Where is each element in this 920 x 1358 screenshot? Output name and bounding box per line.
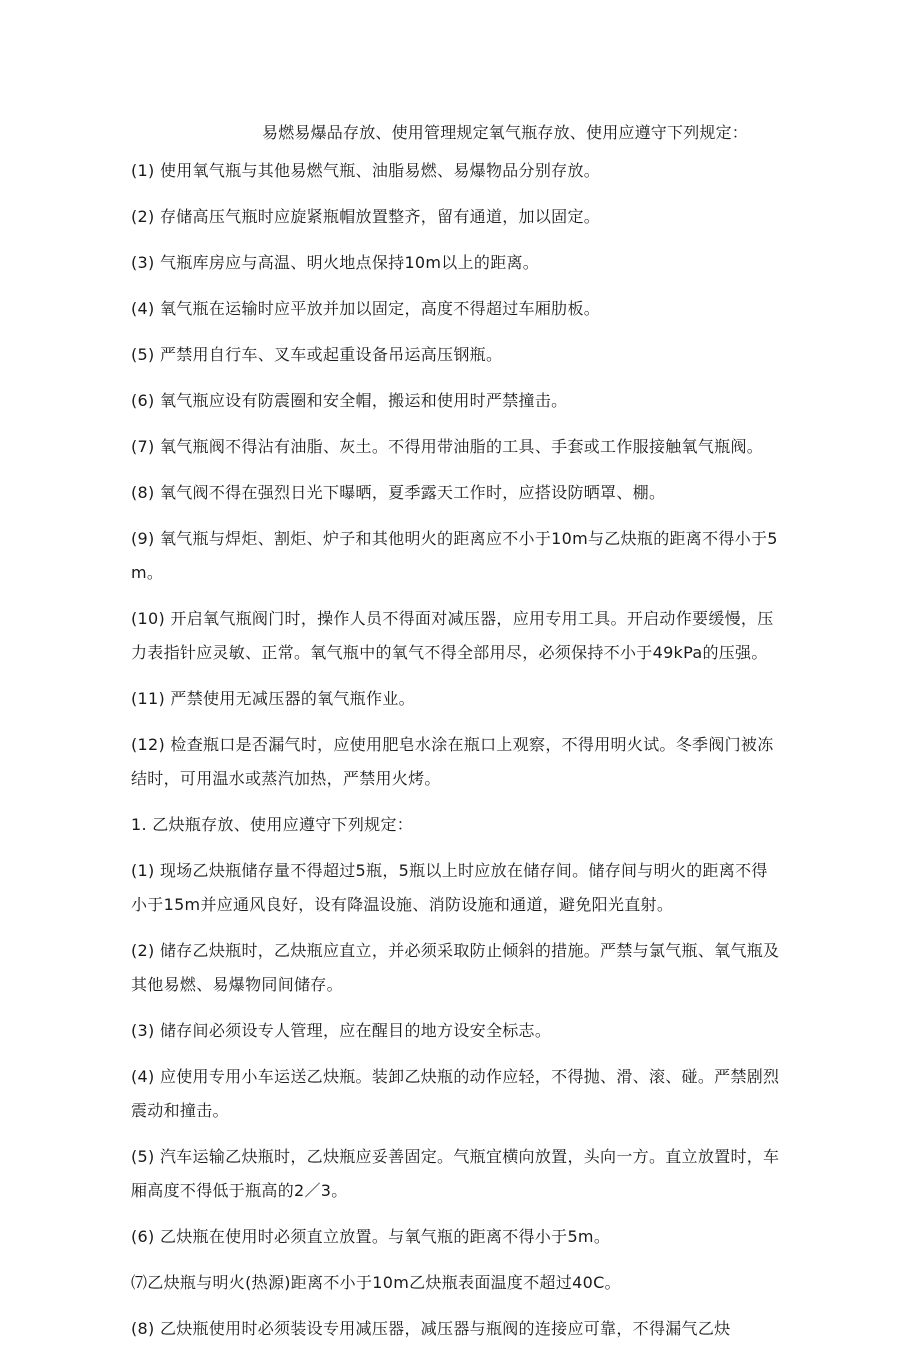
- paragraph-acetylene-1: (1) 现场乙炔瓶储存量不得超过5瓶，5瓶以上时应放在储存间。储存间与明火的距离不得小于15m并应通风良好，设有降温设施、消防设施和通道，避免阳光直射。: [131, 861, 768, 914]
- paragraph-oxygen-10: (10) 开启氧气瓶阀门时，操作人员不得面对减压器，应用专用工具。开启动作要缓慢，压力表指针应灵敏、正常。氧气瓶中的氧气不得全部用尽，必须保持不小于49kPa的压强。: [131, 609, 774, 662]
- paragraph-oxygen-9: (9) 氧气瓶与焊炬、割炬、炉子和其他明火的距离应不小于10m与乙炔瓶的距离不得小于5m。: [131, 529, 778, 582]
- paragraph-oxygen-8: (8) 氧气阀不得在强烈日光下曝晒，夏季露天工作时，应搭设防晒罩、棚。: [131, 483, 666, 502]
- paragraph-acetylene-8: (8) 乙炔瓶使用时必须装设专用减压器，减压器与瓶阀的连接应可靠，不得漏气乙炔: [131, 1319, 731, 1338]
- paragraph-oxygen-12: (12) 检查瓶口是否漏气时，应使用肥皂水涂在瓶口上观察，不得用明火试。冬季阀门被冻结时，可用温水或蒸汽加热，严禁用火烤。: [131, 735, 774, 788]
- paragraph-acetylene-6: (6) 乙炔瓶在使用时必须直立放置。与氧气瓶的距离不得小于5m。: [131, 1227, 611, 1246]
- paragraph-acetylene-7: ⑺乙炔瓶与明火(热源)距离不小于10m乙炔瓶表面温度不超过40C。: [131, 1273, 621, 1292]
- paragraph-acetylene-5: (5) 汽车运输乙炔瓶时，乙炔瓶应妥善固定。气瓶宜横向放置，头向一方。直立放置时，车厢高度不得低于瓶高的2／3。: [131, 1147, 780, 1200]
- paragraph-oxygen-6: (6) 氧气瓶应设有防震圈和安全帽，搬运和使用时严禁撞击。: [131, 391, 568, 410]
- paragraph-oxygen-3: (3) 气瓶库房应与高温、明火地点保持10m以上的距离。: [131, 253, 540, 272]
- section-heading-acetylene: 1. 乙炔瓶存放、使用应遵守下列规定：: [131, 815, 414, 834]
- document-body: [131, 154, 781, 1358]
- paragraph-oxygen-4: (4) 氧气瓶在运输时应平放并加以固定，高度不得超过车厢肋板。: [131, 299, 601, 318]
- paragraph-acetylene-3: (3) 储存间必须设专人管理，应在醒目的地方设安全标志。: [131, 1021, 552, 1040]
- paragraph-acetylene-2: (2) 储存乙炔瓶时，乙炔瓶应直立，并必须采取防止倾斜的措施。严禁与氯气瓶、氧气瓶及其他易燃、易爆物同间储存。: [131, 941, 780, 994]
- paragraph-oxygen-5: (5) 严禁用自行车、叉车或起重设备吊运高压钢瓶。: [131, 345, 503, 364]
- paragraph-oxygen-2: (2) 存储高压气瓶时应旋紧瓶帽放置整齐，留有通道，加以固定。: [131, 207, 601, 226]
- paragraph-oxygen-11: (11) 严禁使用无减压器的氧气瓶作业。: [131, 689, 415, 708]
- paragraph-oxygen-7: (7) 氧气瓶阀不得沾有油脂、灰土。不得用带油脂的工具、手套或工作服接触氧气瓶阀。: [131, 437, 764, 456]
- document-title: 易燃易爆品存放、使用管理规定氧气瓶存放、使用应遵守下列规定：: [262, 123, 749, 142]
- paragraph-acetylene-4: (4) 应使用专用小车运送乙炔瓶。装卸乙炔瓶的动作应轻，不得抛、滑、滚、碰。严禁剧烈震动和撞击。: [131, 1067, 780, 1120]
- paragraph-oxygen-1: (1) 使用氧气瓶与其他易燃气瓶、油脂易燃、易爆物品分别存放。: [131, 161, 601, 180]
